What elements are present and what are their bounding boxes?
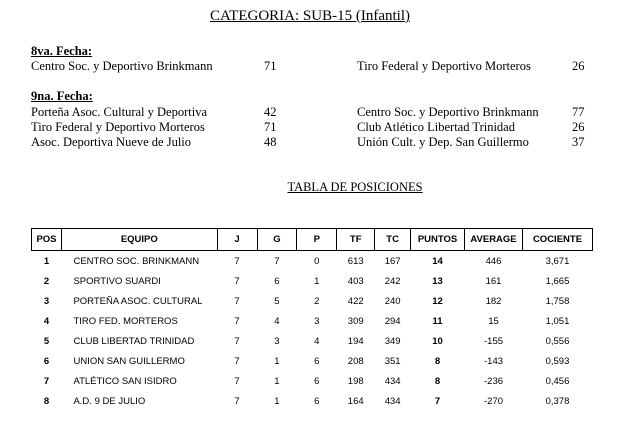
- cell-puntos: 13: [432, 275, 443, 287]
- table-row: [32, 391, 593, 411]
- cell-pos: 1: [43, 255, 50, 267]
- cell-tc: 434: [384, 375, 401, 387]
- cell-average: -155: [484, 335, 504, 347]
- header-g: G: [257, 229, 297, 251]
- table-row: [32, 351, 593, 371]
- fecha-9-heading: 9na. Fecha:: [31, 89, 93, 103]
- standings-title: TABLA DE POSICIONES: [287, 180, 423, 194]
- table-row: [32, 271, 593, 291]
- cell-j: 7: [234, 395, 240, 407]
- cell-cociente: 0,556: [545, 335, 570, 347]
- cell-p: 6: [314, 375, 320, 387]
- match-home-score: 71: [264, 59, 277, 73]
- header-equipo: EQUIPO: [61, 229, 217, 251]
- cell-p: 3: [314, 315, 320, 327]
- cell-p: 1: [314, 275, 320, 287]
- cell-cociente: 3,671: [545, 255, 570, 267]
- cell-pos: 6: [43, 355, 50, 367]
- cell-average: -143: [484, 355, 504, 367]
- match-away-team: Club Atlético Libertad Trinidad: [357, 120, 515, 134]
- cell-tc: 242: [384, 275, 401, 287]
- cell-puntos: 8: [434, 375, 441, 387]
- cell-average: 446: [485, 255, 502, 267]
- cell-average: -270: [484, 395, 504, 407]
- cell-puntos: 10: [432, 335, 443, 347]
- cell-average: 182: [485, 295, 502, 307]
- cell-tf: 422: [347, 295, 364, 307]
- cell-tf: 198: [347, 375, 364, 387]
- cell-average: -236: [484, 375, 504, 387]
- cell-cociente: 0,378: [545, 395, 570, 407]
- table-row: [32, 371, 593, 391]
- match-home-team: Centro Soc. y Deportivo Brinkmann: [31, 59, 213, 73]
- header-pos: POS: [32, 229, 62, 251]
- cell-g: 6: [274, 275, 280, 287]
- match-away-team: Unión Cult. y Dep. San Guillermo: [357, 135, 529, 149]
- match-away-score: 26: [572, 59, 585, 73]
- header-cociente: COCIENTE: [522, 229, 592, 251]
- cell-equipo: A.D. 9 DE JULIO: [73, 395, 146, 407]
- page-title: CATEGORIA: SUB-15 (Infantil): [210, 8, 410, 24]
- cell-g: 1: [274, 355, 280, 367]
- cell-tf: 309: [347, 315, 364, 327]
- cell-p: 6: [314, 355, 320, 367]
- header-tc: TC: [375, 229, 411, 251]
- cell-equipo: SPORTIVO SUARDI: [73, 275, 161, 287]
- cell-j: 7: [234, 355, 240, 367]
- cell-puntos: 14: [432, 255, 443, 267]
- match-away-score: 37: [572, 135, 585, 149]
- cell-tc: 167: [384, 255, 401, 267]
- cell-j: 7: [234, 255, 240, 267]
- match-away-score: 77: [572, 105, 585, 119]
- cell-pos: 7: [43, 375, 50, 387]
- cell-tf: 403: [347, 275, 364, 287]
- cell-g: 7: [274, 255, 280, 267]
- standings-header-row: [32, 229, 593, 251]
- cell-tf: 613: [347, 255, 364, 267]
- table-row: [32, 251, 593, 272]
- cell-j: 7: [234, 275, 240, 287]
- cell-p: 0: [314, 255, 320, 267]
- cell-average: 161: [485, 275, 502, 287]
- match-home-score: 71: [264, 120, 277, 134]
- cell-j: 7: [234, 335, 240, 347]
- cell-puntos: 7: [434, 395, 441, 407]
- cell-puntos: 8: [434, 355, 441, 367]
- cell-equipo: PORTEÑA ASOC. CULTURAL: [73, 295, 203, 307]
- table-row: [32, 331, 593, 351]
- cell-equipo: TIRO FED. MORTEROS: [73, 315, 178, 327]
- cell-equipo: CENTRO SOC. BRINKMANN: [73, 255, 200, 267]
- cell-pos: 4: [43, 315, 50, 327]
- match-home-team: Porteña Asoc. Cultural y Deportiva: [31, 105, 208, 119]
- cell-tf: 194: [347, 335, 364, 347]
- header-p: P: [297, 229, 337, 251]
- cell-pos: 8: [43, 395, 50, 407]
- header-average: AVERAGE: [465, 229, 523, 251]
- cell-pos: 2: [43, 275, 50, 287]
- cell-p: 2: [314, 295, 320, 307]
- cell-cociente: 1,665: [545, 275, 570, 287]
- cell-cociente: 1,051: [545, 315, 570, 327]
- fecha-8-heading: 8va. Fecha:: [31, 44, 93, 58]
- header-puntos: PUNTOS: [411, 229, 465, 251]
- cell-g: 5: [274, 295, 280, 307]
- cell-g: 3: [274, 335, 280, 347]
- cell-puntos: 12: [432, 295, 443, 307]
- cell-j: 7: [234, 375, 240, 387]
- match-away-score: 26: [572, 120, 585, 134]
- match-home-score: 48: [264, 135, 277, 149]
- cell-cociente: 0,593: [545, 355, 570, 367]
- table-row: [32, 311, 593, 331]
- cell-p: 6: [314, 395, 320, 407]
- header-tf: TF: [337, 229, 375, 251]
- header-j: J: [217, 229, 257, 251]
- cell-puntos: 11: [432, 315, 443, 327]
- cell-p: 4: [314, 335, 320, 347]
- cell-tf: 164: [347, 395, 364, 407]
- cell-average: 15: [488, 315, 499, 327]
- standings-table: [31, 228, 593, 411]
- cell-pos: 5: [43, 335, 50, 347]
- cell-tc: 349: [384, 335, 401, 347]
- cell-pos: 3: [43, 295, 50, 307]
- cell-tc: 351: [384, 355, 401, 367]
- cell-g: 4: [274, 315, 280, 327]
- cell-g: 1: [274, 395, 280, 407]
- cell-equipo: ATLÉTICO SAN ISIDRO: [73, 375, 177, 387]
- cell-equipo: UNION SAN GUILLERMO: [73, 355, 185, 367]
- match-home-team: Tiro Federal y Deportivo Morteros: [31, 120, 205, 134]
- cell-equipo: CLUB LIBERTAD TRINIDAD: [73, 335, 195, 347]
- match-home-score: 42: [264, 105, 277, 119]
- cell-tf: 208: [347, 355, 364, 367]
- cell-tc: 240: [384, 295, 401, 307]
- cell-g: 1: [274, 375, 280, 387]
- match-home-team: Asoc. Deportiva Nueve de Julio: [31, 135, 192, 149]
- match-away-team: Tiro Federal y Deportivo Morteros: [357, 59, 531, 73]
- cell-tc: 294: [384, 315, 401, 327]
- cell-cociente: 0,456: [545, 375, 570, 387]
- match-away-team: Centro Soc. y Deportivo Brinkmann: [357, 105, 539, 119]
- cell-j: 7: [234, 315, 240, 327]
- cell-cociente: 1,758: [545, 295, 570, 307]
- cell-j: 7: [234, 295, 240, 307]
- table-row: [32, 291, 593, 311]
- cell-tc: 434: [384, 395, 401, 407]
